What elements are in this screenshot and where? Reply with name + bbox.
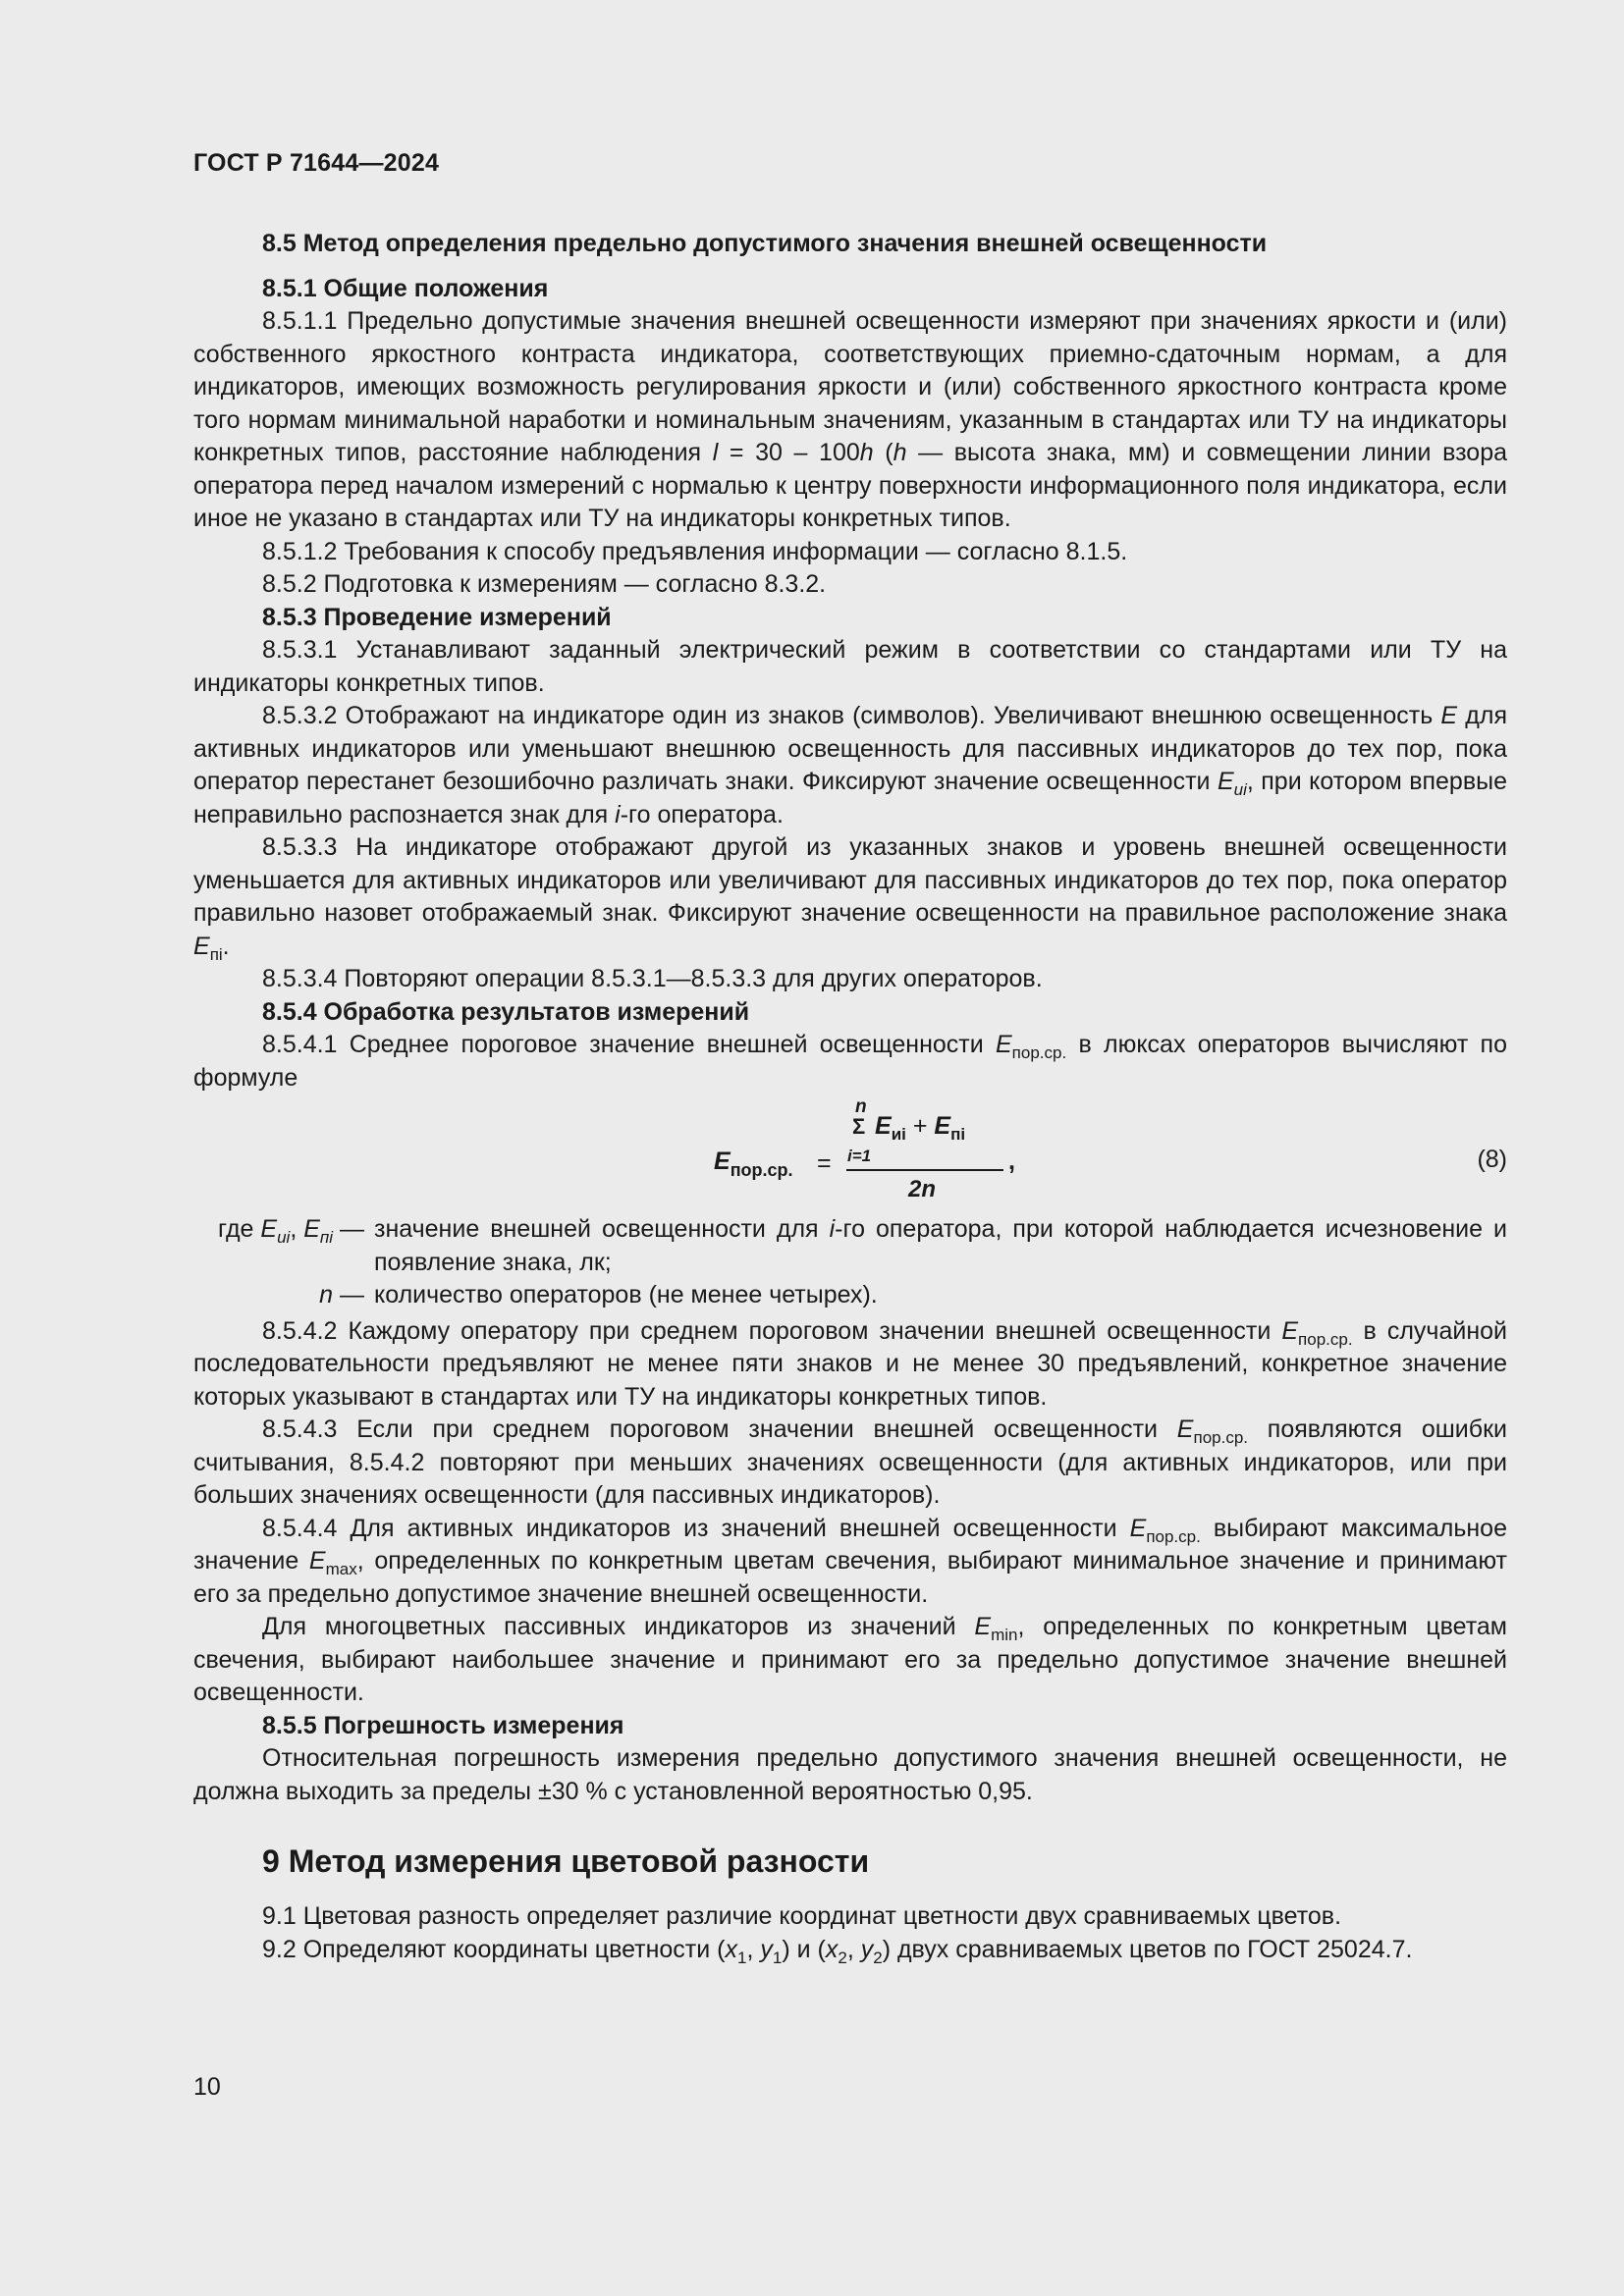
formula-numerator: [843, 1096, 1020, 1170]
paragraph-8-5-4-2: 8.5.4.2 Каждому оператору при среднем пороговом значении внешней освещенности $E_{пор.ср.}$ в случайной последовательности предъявляют не менее пяти знаков и не менее 30 предъявлений, конкретное значение которых указывают в стандартах или ТУ на индикаторы конкретных типов.: [193, 1316, 1507, 1411]
legend-def-n: количество операторов (не менее четырех).: [374, 1281, 878, 1308]
paragraph-8-5-4-4: 8.5.4.4 Для активных индикаторов из значений внешней освещенности $E_{пор.ср.}$ выбирают максимальное значение $E_{max}$, определенных по конкретным цветам свечения, выбирают минимальное значение и принимают его за предельно допустимое значение внешней освещенности.: [193, 1514, 1507, 1608]
paragraph-9-2: 9.2 Определяют координаты цветности ($x_1$, $y_1$) и ($x_2$, $y_2$) двух сравниваемых цветов по ГОСТ 25024.7.: [262, 1935, 1413, 1967]
sum-lower-limit: i=1: [847, 1147, 872, 1165]
paragraph-8-5-3-4: 8.5.3.4 Повторяют операции 8.5.3.1—8.5.3.3 для других операторов.: [262, 965, 1043, 992]
formula-lhs: $E_{пор.ср.}$: [714, 1148, 793, 1180]
page-number: 10: [193, 2073, 221, 2101]
paragraph-8-5-4-1: 8.5.4.1 Среднее пороговое значение внешней освещенности $E_{пор.ср.}$ в люксах операторов вычисляют по формуле: [193, 1031, 1507, 1092]
section-8-5-5-title: 8.5.5 Погрешность измерения: [262, 1711, 624, 1739]
numerator-terms: $E_{иi} + E_{пi}$: [875, 1112, 966, 1144]
legend-term-n: n —: [319, 1281, 364, 1308]
formula-equals: =: [817, 1149, 832, 1177]
page-content: [193, 228, 1507, 1966]
paragraph-8-5-3-3: 8.5.3.3 На индикаторе отображают другой из указанных знаков и уровень внешней освещенности уменьшается для активных индикаторов или увеличивают для пассивных индикаторов до тех пор, пока оператор правильно назовет отображаемый знак. Фиксируют значение освещенности на правильное расположение знака $E_{пi}$.: [193, 833, 1507, 964]
section-8-5-4-title: 8.5.4 Обработка результатов измерений: [262, 997, 750, 1026]
sum-upper-limit: n: [855, 1096, 867, 1117]
section-8-5-title: 8.5 Метод определения предельно допустимого значения внешней освещенности: [262, 230, 1268, 257]
paragraph-8-5-1-2: 8.5.1.2 Требования к способу предъявления информации — согласно 8.1.5.: [262, 537, 1128, 565]
paragraph-8-5-3-1: 8.5.3.1 Устанавливают заданный электрический режим в соответствии со стандартами или ТУ на индикаторы конкретных типов.: [193, 636, 1507, 697]
section-8-5-3-title: 8.5.3 Проведение измерений: [262, 603, 612, 631]
formula-denominator: 2n: [908, 1176, 937, 1202]
formula-8: [193, 1096, 1507, 1209]
paragraph-8-5-4-3: 8.5.4.3 Если при среднем пороговом значении внешней освещенности $E_{пор.ср.}$ появляются ошибки считывания, 8.5.4.2 повторяют при меньших значениях освещенности (для активных индикаторов, или при больших значениях освещенности (для пассивных индикаторов).: [193, 1415, 1507, 1509]
sum-symbol: Σ: [852, 1114, 866, 1139]
paragraph-8-5-5: Относительная погрешность измерения предельно допустимого значения внешней освещенности, не должна выходить за пределы ±30 % с установленной вероятностью 0,95.: [193, 1744, 1507, 1805]
paragraph-9-1: 9.1 Цветовая разность определяет различие координат цветности двух сравниваемых цветов.: [262, 1902, 1342, 1930]
legend-term-e: где $E_{иi}$, $E_{пi}$ —: [217, 1215, 364, 1247]
formula-legend: [193, 1213, 1507, 1312]
document-code-header: ГОСТ Р 71644—2024: [193, 149, 440, 177]
formula-number: (8): [1477, 1146, 1507, 1173]
formula-comma: ,: [1008, 1148, 1015, 1175]
section-8-5-1-title: 8.5.1 Общие положения: [262, 274, 549, 302]
legend-def-e: значение внешней освещенности для i-го оператора, при которой наблюдается исчезновение и появление знака, лк;: [374, 1215, 1507, 1276]
fraction-bar: [846, 1169, 1003, 1171]
formula-body: [714, 1096, 1038, 1209]
paragraph-8-5-3-2: 8.5.3.2 Отображают на индикаторе один из знаков (символов). Увеличивают внешнюю освещенность E для активных индикаторов или уменьшают внешнюю освещенность для пассивных индикаторов до тех пор, пока оператор перестанет безошибочно различать знаки. Фиксируют значение освещенности $E_{иi}$, при котором впервые неправильно распознается знак для i-го оператора.: [193, 702, 1507, 828]
section-8-5-2: 8.5.2 Подготовка к измерениям — согласно 8.3.2.: [262, 570, 827, 598]
paragraph-8-5-1-1: 8.5.1.1 Предельно допустимые значения внешней освещенности измеряют при значениях яркости и (или) собственного яркостного контраста индикатора, соответствующих приемно-сдаточным нормам, а для индикаторов, имеющих возможность регулирования яркости и (или) собственного яркостного контраста кроме того нормам минимальной наработки и номинальным значениям, указанным в стандартах или ТУ на индикаторы конкретных типов, расстояние наблюдения l = 30 – 100h (h — высота знака, мм) и совмещении линии взора оператора перед началом измерений с нормалью к центру поверхности информационного поля индикатора, если иное не указано в стандартах или ТУ на индикаторы конкретных типов.: [193, 307, 1507, 532]
paragraph-multicolor: Для многоцветных пассивных индикаторов из значений $E_{min}$, определенных по конкретным цветам свечения, выбирают наибольшее значение и принимают его за предельно допустимое значение внешней освещенности.: [193, 1613, 1507, 1706]
section-9-title: 9 Метод измерения цветовой разности: [262, 1843, 870, 1879]
